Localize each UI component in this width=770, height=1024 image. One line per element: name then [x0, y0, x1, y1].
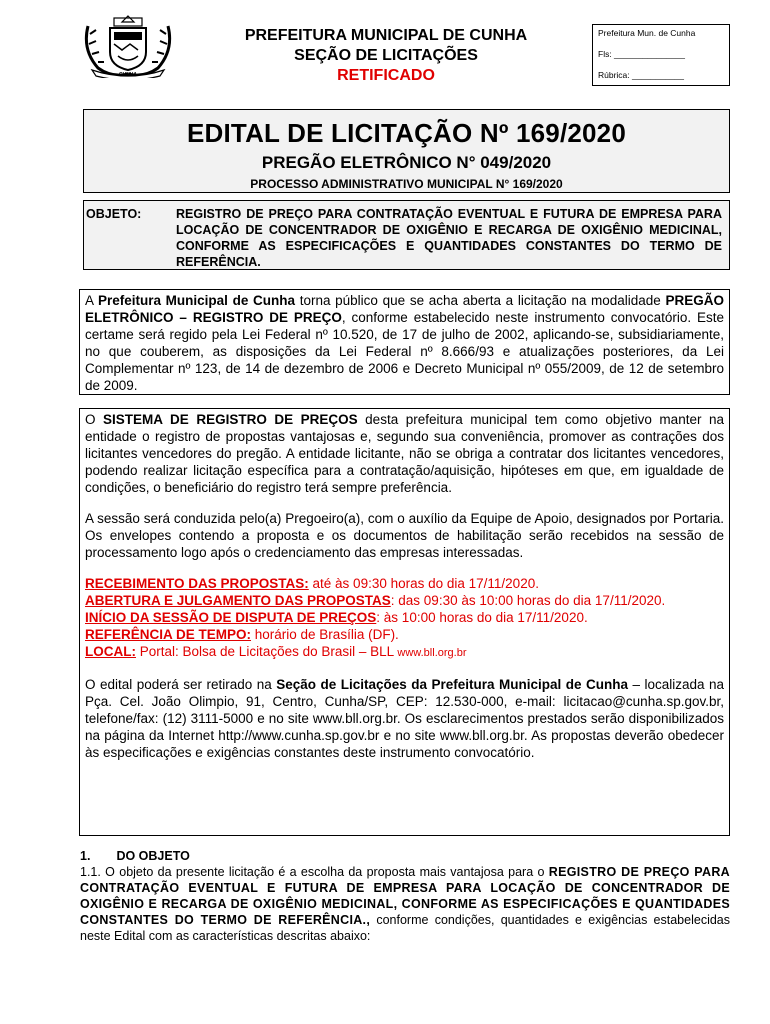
retificado-label: RETIFICADO: [337, 67, 435, 84]
page-stamp: [592, 24, 730, 86]
stamp-line1: Prefeitura Mun. de Cunha: [598, 28, 696, 38]
section1-objeto: REGISTRO DE PREÇO PARA CONTRATAÇÃO EVENTUAL E FUTURA DE EMPRESA PARA LOCAÇÃO DE CONCENTRADOR DE OXIGÊNIO E RECARGA DE OXIGÊNIO MEDICINAL, CONFORME AS ESPECIFICAÇÕES E QUANTIDADES CONSTANTES DO TERMO DE REFERÊNCIA.,: [80, 865, 730, 927]
edital-title: EDITAL DE LICITAÇÃO Nº 169/2020: [186, 118, 627, 148]
srp-paragraph: O SISTEMA DE REGISTRO DE PREÇOS desta prefeitura municipal tem como objetivo manter na entidade o registro de propostas vantajosas e, segundo sua conveniência, promover as contrações dos licitantes vencedores do pregão. A entidade licitante, não se obriga a contratar dos licitantes vencedores, podendo realizar licitação específica para a contratação/aquisição, hipóteses em que, em igualdade de condições, o beneficiário do registro terá sempre preferência.: [85, 412, 724, 495]
section1-heading: 1. DO OBJETO: [80, 849, 190, 863]
prefeitura-name: Prefeitura Municipal de Cunha: [97, 293, 296, 308]
srp-term: SISTEMA DE REGISTRO DE PREÇOS: [103, 412, 358, 427]
schedule-recebimento: RECEBIMENTO DAS PROPOSTAS: até às 09:30 horas do dia 17/11/2020.: [85, 576, 539, 591]
municipal-crest-logo: [80, 12, 176, 78]
header-line2: SEÇÃO DE LICITAÇÕES: [294, 47, 478, 64]
sessao-paragraph: A sessão será conduzida pelo(a) Pregoeiro(a), com o auxílio da Equipe de Apoio, designados por Portaria. Os envelopes contendo a proposta e os documentos de habilitação serão recebidos na sessão de processamento logo após o credenciamento das empresas interessadas.: [85, 511, 724, 560]
intro-box: [79, 289, 730, 395]
title-box: [83, 109, 730, 193]
section1-text: 1.1. O objeto da presente licitação é a escolha da proposta mais vantajosa para o REGISTRO DE PREÇO PARA CONTRATAÇÃO EVENTUAL E FUTURA DE EMPRESA PARA LOCAÇÃO DE CONCENTRADOR DE OXIGÊNIO E RECARGA DE OXIGÊNIO MEDICINAL, CONFORME AS ESPECIFICAÇÕES E QUANTIDADES CONSTANTES DO TERMO DE REFERÊNCIA., conforme condições, quantidades e exigências estabelecidas neste Edital com as características descritas abaixo:: [80, 865, 730, 943]
header-line1: PREFEITURA MUNICIPAL DE CUNHA: [244, 27, 528, 44]
srp-box: [79, 408, 730, 836]
objeto-text: REGISTRO DE PREÇO PARA CONTRATAÇÃO EVENTUAL E FUTURA DE EMPRESA PARA LOCAÇÃO DE CONCENTRADOR DE OXIGÊNIO E RECARGA DE OXIGÊNIO MEDICINAL, CONFORME AS ESPECIFICAÇÕES E QUANTIDADES CONSTANTES DO TERMO DE REFERÊNCIA.: [176, 207, 722, 269]
retirada-paragraph: O edital poderá ser retirado na Seção de Licitações da Prefeitura Municipal de Cunha – localizada na Pça. Cel. João Olimpio, 91, Centro, Cunha/SP, CEP: 12.530-000, e-mail: licitacao@cunha.sp.gov.br, telefone/fax: (12) 3111-5000 e no site www.bll.org.br. Os esclarecimentos prestados serão disponibilizados na página da Internet http://www.cunha.sp.gov.br e no site www.bll.org.br. As propostas deverão obedecer às especificações e exigências constantes deste instrumento convocatório.: [85, 677, 724, 760]
schedule-inicio: INÍCIO DA SESSÃO DE DISPUTA DE PREÇOS: às 10:00 horas do dia 17/11/2020.: [85, 610, 588, 625]
stamp-fls: Fls: _______________: [598, 49, 685, 59]
crest-motto: CUNHA: [118, 72, 138, 78]
stamp-rubrica: Rúbrica: ___________: [598, 70, 685, 80]
bll-link[interactable]: www.bll.org.br: [397, 647, 467, 659]
schedule-abertura: ABERTURA E JULGAMENTO DAS PROPOSTAS: das 09:30 às 10:00 horas do dia 17/11/2020.: [85, 593, 666, 608]
modalidade: PREGÃO ELETRÔNICO – REGISTRO DE PREÇO: [85, 293, 725, 325]
objeto-label: OBJETO:: [86, 207, 142, 221]
schedule-referencia: REFERÊNCIA DE TEMPO: horário de Brasília (DF).: [85, 627, 399, 642]
schedule-local: LOCAL: Portal: Bolsa de Licitações do Brasil – BLL www.bll.org.br: [85, 644, 467, 659]
objeto-box: [83, 200, 730, 270]
pregao-subtitle: PREGÃO ELETRÔNICO N° 049/2020: [261, 153, 552, 172]
intro-paragraph: A Prefeitura Municipal de Cunha torna público que se acha aberta a licitação na modalidade PREGÃO ELETRÔNICO – REGISTRO DE PREÇO, conforme estabelecido neste instrumento convocatório. Este certame será regido pela Lei Federal nº 10.520, de 17 de julho de 2002, aplicando-se, subsidiariamente, no que couberem, as disposições da Lei Federal nº 8.666/93 e atualizações posteriores, da Lei Complementar nº 123, de 14 de dezembro de 2006 e Decreto Municipal nº 055/2009, de 12 de setembro de 2009.: [85, 293, 725, 393]
section-objeto: [80, 848, 730, 944]
processo-line: PROCESSO ADMINISTRATIVO MUNICIPAL N° 169/2020: [250, 177, 563, 191]
secao-licitacoes: Seção de Licitações da Prefeitura Municipal de Cunha: [276, 677, 628, 692]
header: [196, 26, 576, 86]
